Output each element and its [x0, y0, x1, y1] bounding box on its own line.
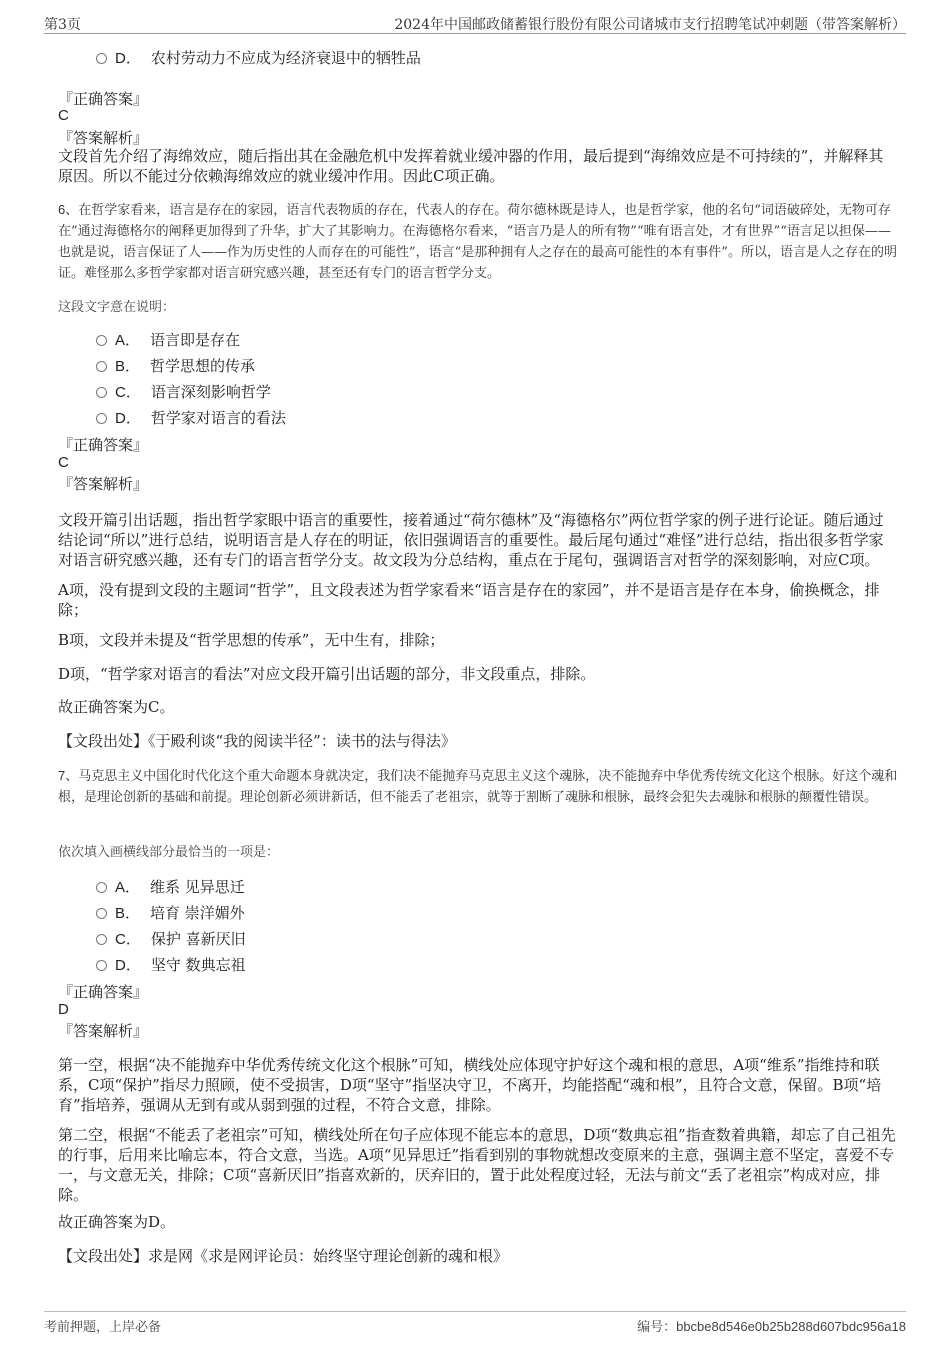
radio-icon[interactable]	[96, 908, 107, 919]
page-footer	[0, 1306, 950, 1345]
radio-icon[interactable]	[96, 335, 107, 346]
q6-answer: C	[58, 454, 69, 471]
q6-stem: 6、在哲学家看来，语言是存在的家园，语言代表物质的存在，代表人的存在。荷尔德林既是诗人，也是哲学家，他的名句“词语破碎处，无物可存在”通过海德格尔的阐释更加得到了升华，扩大了其影响力。在海德格尔看来，“语言乃是人的所有物”“唯有语言处，才有世界”“语言足以担保——也就是说，语言保证了人——作为历史性的人而存在的可能性”，语言“是那种拥有人之存在的最高可能性的本有事件”。所以，语言是人之存在的明证。难怪那么多哲学家都对语言研究感兴趣，甚至还有专门的语言哲学分支。	[58, 202, 897, 281]
q5-answer: C	[58, 107, 69, 124]
q6-option-c[interactable]: C． 语言深刻影响哲学	[96, 381, 271, 405]
q6-option-d[interactable]: D． 哲学家对语言的看法	[96, 407, 286, 431]
q6-analysis-paragraph: 文段开篇引出话题，指出哲学家眼中语言的重要性，接着通过“荷尔德林”及“海德格尔”两位哲学家的例子进行论证。随后通过结论词“所以”进行总结，说明语言是人存在的明证，依旧强调语言的重要性。最后尾句通过“难怪”进行总结，指出很多哲学家对语言研究感兴趣，还有专门的语言哲学分支。故文段为分总结构，重点在于尾句，强调语言对哲学的深刻影响，对应C项。	[58, 511, 884, 569]
q7-option-a[interactable]: A． 维系 见异思迁	[96, 876, 245, 900]
radio-icon[interactable]	[96, 413, 107, 424]
q7-correct-answer-label: 『正确答案』	[58, 983, 149, 1001]
q6-correct-answer-label: 『正确答案』	[58, 436, 149, 454]
q6-analysis-paragraph: D项，“哲学家对语言的看法”对应文段开篇引出话题的部分，非文段重点，排除。	[58, 665, 596, 683]
radio-icon[interactable]	[96, 53, 107, 64]
q7-conclusion: 故正确答案为D。	[58, 1213, 176, 1231]
document-title: 2024年中国邮政储蓄银行股份有限公司诸城市支行招聘笔试冲刺题（带答案解析）	[394, 17, 906, 33]
footer-divider	[44, 1311, 906, 1312]
q6-analysis-paragraph: B项，文段并未提及“哲学思想的传承”，无中生有，排除；	[58, 631, 445, 649]
radio-icon[interactable]	[96, 882, 107, 893]
q7-answer: D	[58, 1001, 69, 1018]
q7-option-d[interactable]: D． 坚守 数典忘祖	[96, 954, 246, 978]
q7-stem: 7、马克思主义中国化时代化这个重大命题本身就决定，我们决不能抛弃马克思主义这个魂脉，决不能抛弃中华优秀传统文化这个根脉。好这个魂和根，是理论创新的基础和前提。理论创新必须讲新话，但不能丢了老祖宗，就等于割断了魂脉和根脉，最终会犯失去魂脉和根脉的颠覆性错误。	[58, 768, 898, 805]
radio-icon[interactable]	[96, 934, 107, 945]
page-number: 第3页	[44, 17, 81, 33]
q7-source: 【文段出处】求是网《求是网评论员：始终坚守理论创新的魂和根》	[58, 1247, 509, 1265]
radio-icon[interactable]	[96, 387, 107, 398]
q7-option-b[interactable]: B． 培育 崇洋媚外	[96, 902, 245, 926]
q7-option-c[interactable]: C． 保护 喜新厌旧	[96, 928, 246, 952]
q6-conclusion: 故正确答案为C。	[58, 698, 175, 716]
q5-analysis: 文段首先介绍了海绵效应，随后指出其在金融危机中发挥着就业缓冲器的作用，最后提到“海绵效应是不可持续的”，并解释其原因。所以不能过分依赖海绵效应的就业缓冲作用。因此C项正确。	[58, 147, 884, 185]
q5-analysis-label: 『答案解析』	[58, 129, 149, 147]
q7-analysis-paragraph: 第一空，根据“决不能抛弃中华优秀传统文化这个根脉”可知，横线处应体现守护好这个魂和根的意思，A项“维系”指维持和联系，C项“保护”指尽力照顾，使不受损害，D项“坚守”指坚决守卫，不离开，均能搭配“魂和根”，且符合文意，保留。B项“培育”指培养，强调从无到有或从弱到强的过程，不符合文意，排除。	[58, 1056, 882, 1114]
header-divider	[44, 33, 906, 34]
q5-option-d[interactable]: D． 农村劳动力不应成为经济衰退中的牺牲品	[96, 47, 421, 71]
radio-icon[interactable]	[96, 361, 107, 372]
q7-analysis-label: 『答案解析』	[58, 1022, 149, 1040]
q6-number: 6、	[58, 202, 79, 217]
q5-correct-answer-label: 『正确答案』	[58, 90, 149, 108]
q6-option-b[interactable]: B． 哲学思想的传承	[96, 355, 255, 379]
q7-number: 7、	[58, 768, 79, 783]
footer-slogan: 考前押题，上岸必备	[44, 1320, 162, 1335]
q6-prompt: 这段文字意在说明：	[58, 300, 176, 315]
q6-analysis-paragraph: A项，没有提到文段的主题词“哲学”，且文段表述为哲学家看来“语言是存在的家园”，并不是语言是存在本身，偷换概念，排除；	[58, 581, 880, 619]
q6-source: 【文段出处】《于殿利谈“我的阅读半径”：读书的法与得法》	[58, 732, 456, 750]
q7-prompt: 依次填入画横线部分最恰当的一项是：	[58, 845, 280, 860]
page-header	[0, 0, 950, 34]
q6-option-a[interactable]: A． 语言即是存在	[96, 329, 240, 353]
radio-icon[interactable]	[96, 960, 107, 971]
q6-analysis-label: 『答案解析』	[58, 475, 149, 493]
q7-analysis-paragraph: 第二空，根据“不能丢了老祖宗”可知，横线处所在句子应体现不能忘本的意思，D项“数典忘祖”指查数着典籍，却忘了自己祖先的行事，后用来比喻忘本，符合文意，当选。A项“见异思迁”指看到别的事物就想改变原来的主意，强调主意不坚定，喜爱不专一，与文意无关，排除；C项“喜新厌旧”指喜欢新的，厌弃旧的，置于此处程度过轻，无法与前文“丢了老祖宗”构成对应，排除。	[58, 1126, 896, 1204]
document-code: 编号：bbcbe8d546e0b25b288d607bdc956a18	[637, 1319, 906, 1335]
